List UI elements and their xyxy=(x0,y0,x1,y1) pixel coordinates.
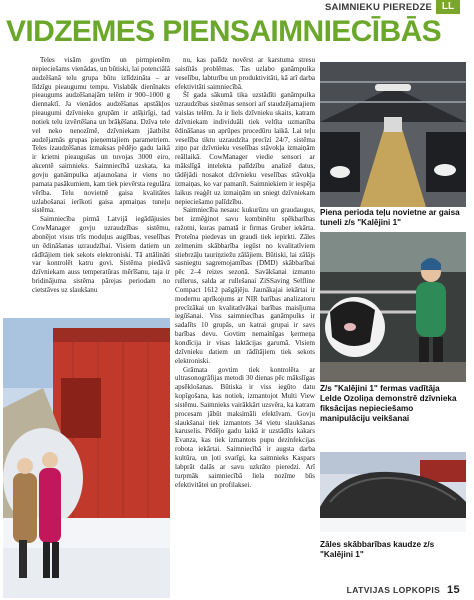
article-column-2 xyxy=(175,56,315,596)
section-badge: LL xyxy=(436,0,460,14)
caption-silage-pile: Zāles skābbarības kaudze z/s "Kalējini 1" xyxy=(320,540,435,559)
page-footer xyxy=(347,584,460,596)
paragraph: nu, kas palīdz novērst ar karstuma stresu saistītās problēmas. Tas uzlabo ganāmpulka veselību, labturību un produktivitāti, kā arī darba efektivitāti saimniecībā. xyxy=(175,56,315,91)
photo-calf-barn xyxy=(320,62,466,207)
photo-barn-winter xyxy=(3,318,170,598)
page-number: 15 xyxy=(446,584,460,596)
paragraph: Saimniecība pirmā Latvijā iegādājusies CowManager govju uzraudzības sistēmu, abonējot visus trīs moduļus auglības, veselības un ēdināšanas uzraudzībai. Visiem datiem un rādītājiem tiek sekots elektroniski. Tā attālināti var kontrolēt katru govi. Sistēma piedāvā dzīvniekam auss temperatūras mērīšanu, taja ir bridinājuma sistēma pārejas periodam no cietstāves uz slaukšanu xyxy=(32,215,170,294)
paragraph: Teles visām govtīm un pirmpienēm nepieciešams vienādas, un būtiski, lai potenciālā audzēšanā telu grupa būtu izlīdzināta – ar līdzīgu pieaugumu tempu. Vislabāk dienīnakts pieaugums audzēšanajām telēm ir 900–1000 g diennaktī. Ja vienādos audzēšanas apstākļos pieaugumi dzīvnieku grupām ir atšķirīgi, tad notiek telu izvērtēšana un brāķēšana. Dzīva tele vel neko nenozīmē, dzīvniekam jāatbilst audzējamās grupas pieņemtajiem parametriem. Teles izaudzēšanas izmaksas pēdējo gadu laikā ir krietni pieaugušas un tuvojas 3000 eiro, akcentē saimnieks. Saimniecībā uzskata, ka govju ganāmpulka atjaunošana ir viens no pamata pasākumiem, kam tiek pievērsta regulāra vērība. Telu novietnē gaisa kvalitātes uzlabošanai ierīkoti gaisa apmaiņas tuneļu sistēma. xyxy=(32,56,170,215)
caption-calf-barn: Piena perioda teļu novietne ar gaisa tuneli z/s "Kalējini 1" xyxy=(320,208,460,227)
paragraph: Grāmata govtim tiek kontrolēta ar ultrasonogrāfijas metodi 30 dienas pēc mākslīgas apsēklošanas. Būtiska ir viss iegūto datu kopīgošana, kas notiek, izmantojot Multi View sistēmu. Saimnieks vairākkārt uzsvēra, ka katram procesam jābūt maksimāli efektīvam. Govju slaukšanai tiek izmantots 34 vietu slaukšanas karuselis. Pēdējo gadu laikā ir uzstādīts kakars Evanza, kas tiek izmantots pupu dezinfekcijas robota iekārtai. Saimniecībā ir augsta darba kultūra, un ļoti svarīgi, ka saimnieks Kaspars labprāt dalās ar savu uzkrāto pieredzi. Arī turpmāk saimniecībā liela nozīme būs efektivitātei un profilaksei. xyxy=(175,365,315,489)
paragraph: Saimniecība nesauc kukurūzu un graudaugus, bet izmēģinot savu kombinētu spēkbarības ražotni, kuras pamatā ir firmas Gruber iekārta. Proteīna piedevas un graudi tiek iepirkti. Zāles zelmenim skābbarība iegūst no kvalitatīviem stiebrzāļu tauriņziežu zālājiem. Būtiski, lai zālājs sasniegtu sagremojamības (DMD) skābbarībai pēc 2–4 reizes sezonā. Savākšanai izmanto rullerus, salda ar rullešanai ZiSSaving Selfline Compact 1612 pašgājēju. Jaunākajai iekārtai ir modernu aprīkojums ar NIR barības analizatoru precīzākai un kvalitatīvākai barības maisījuma iegūšanai. Viss saimniecības ganāmpulks ir sadalīts 10 grupās, un katrai grupai ir savs barības devu. Govtim nemainīgas ķermeņa kondīcija ir visas laktācijas garumā. Visiem dzīvnieku datiem un rādītājiem tiek sekots elektroniski. xyxy=(175,206,315,365)
section-label: SAIMNIEKU PIEREDZE xyxy=(324,2,432,13)
publication-name: LATVIJAS LOPKOPIS xyxy=(346,585,441,595)
article-headline: VIDZEMES PIENSAIMNIECĪBĀS xyxy=(6,15,442,48)
photo-silage-pile xyxy=(320,452,466,532)
paragraph: Šī gada sākumā tika uzstādīti ganāmpulka uzraudzības sistēmas sensori arī staudzējamajiem vaislas telēm. Ja ir liels dzīvnieku skaits, katram dzīvniekam individuāli tiek veltīta uzmanība ēdināšanas un aprūpes procedūru laikā. Lai teļu veselība tiktu uzraudzīta precīzi 24/7, sistēma ziņo par dzīvnieku veselības stāvokļa izmaiņām reāllaikā. CowManager viedie sensori ar mākslīgā intelekta palīdzību analizē datus, tādējādi nosakot dzīvnieku veselības stāvokļa izmaiņas, ko var pamanīt. Saimniekiem ir iespēja laikus reaģēt uz izmaiņām un sniegt dzīvniekam nepieciešamo palīdzību. xyxy=(175,91,315,206)
photo-woman-with-cow xyxy=(320,232,466,382)
caption-woman-with-cow: Z/s "Kalējini 1" fermas vadītāja Lelde Ozoliņa demonstrē dzīvnieka fiksācijas nepieciešamo manipulāciju veikšanai xyxy=(320,384,457,423)
article-column-1 xyxy=(32,56,170,295)
